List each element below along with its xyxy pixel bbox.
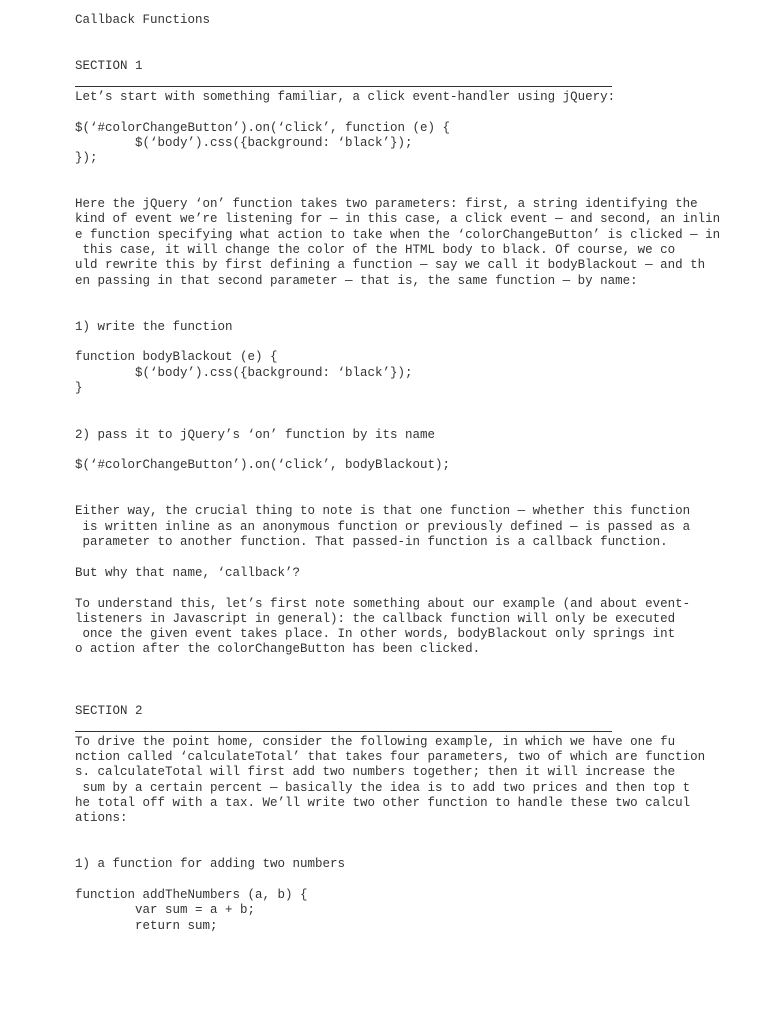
paragraph-line: sum by a certain percent — basically the idea is to add two prices and then top t [75,781,691,795]
paragraph-line: uld rewrite this by first defining a function — say we call it bodyBlackout — and th [75,258,706,272]
section-1-heading: SECTION 1 [75,59,143,73]
page-title: Callback Functions [75,13,211,27]
section-2-heading: SECTION 2 [75,704,143,718]
paragraph-line: o action after the colorChangeButton has been clicked. [75,642,481,656]
code-line: }); [75,151,98,165]
code-line: $(‘#colorChangeButton’).on(‘click’, bodyBlackout); [75,458,451,472]
code-line: function bodyBlackout (e) { [75,350,278,364]
paragraph-line: kind of event we’re listening for — in this case, a click event — and second, an inlin [75,212,721,226]
paragraph-line: e function specifying what action to take when the ‘colorChangeButton’ is clicked — in [75,228,721,242]
section-2-divider [75,731,612,732]
paragraph-line: parameter to another function. That passed-in function is a callback function. [75,535,668,549]
paragraph-line: is written inline as an anonymous function or previously defined — is passed as a [75,520,691,534]
question-line: But why that name, ‘callback’? [75,566,301,580]
paragraph-line: this case, it will change the color of the HTML body to black. Of course, we co [75,243,676,257]
paragraph-line: he total off with a tax. We’ll write two other function to handle these two calcul [75,796,691,810]
paragraph-line: s. calculateTotal will first add two numbers together; then it will increase the [75,765,676,779]
code-line: $(‘body’).css({background: ‘black’}); [75,366,413,380]
section-1-divider [75,86,612,87]
paragraph-line: en passing in that second parameter — that is, the same function — by name: [75,274,638,288]
paragraph-line: listeners in Javascript in general): the callback function will only be executed [75,612,676,626]
paragraph-line: Either way, the crucial thing to note is that one function — whether this function [75,504,691,518]
step-label: 1) write the function [75,320,233,334]
code-line: } [75,381,83,395]
code-line: var sum = a + b; [75,903,256,917]
paragraph-line: nction called ‘calculateTotal’ that takes four parameters, two of which are function [75,750,706,764]
paragraph-line: ations: [75,811,128,825]
code-line: function addTheNumbers (a, b) { [75,888,308,902]
section-1-intro: Let’s start with something familiar, a click event-handler using jQuery: [75,90,616,104]
step-label: 2) pass it to jQuery’s ‘on’ function by its name [75,428,436,442]
code-line: $(‘body’).css({background: ‘black’}); [75,136,413,150]
step-label: 1) a function for adding two numbers [75,857,346,871]
paragraph-line: To understand this, let’s first note something about our example (and about event- [75,597,691,611]
paragraph-line: To drive the point home, consider the following example, in which we have one fu [75,735,676,749]
code-line: $(‘#colorChangeButton’).on(‘click’, function (e) { [75,121,451,135]
code-line: return sum; [75,919,218,933]
paragraph-line: Here the jQuery ‘on’ function takes two parameters: first, a string identifying the [75,197,698,211]
paragraph-line: once the given event takes place. In other words, bodyBlackout only springs int [75,627,676,641]
